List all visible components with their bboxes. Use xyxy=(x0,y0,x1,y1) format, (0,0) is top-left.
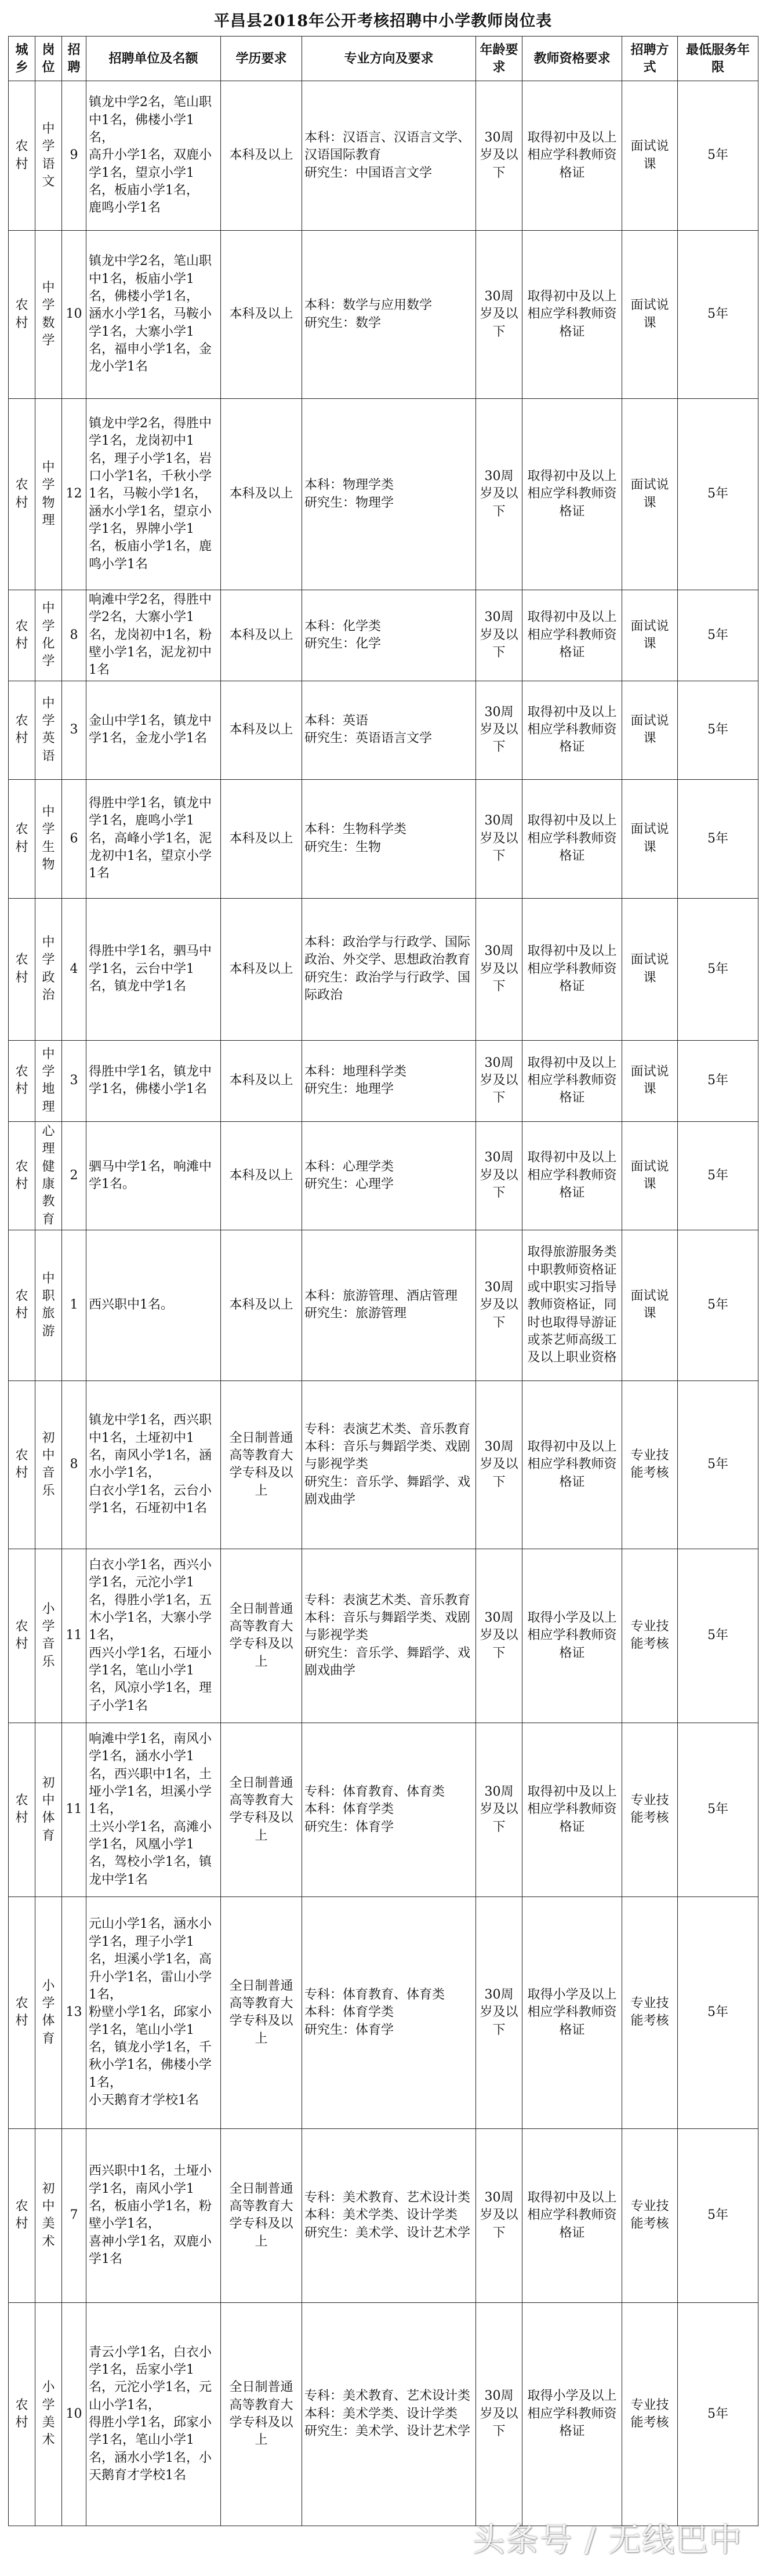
row-age: 30周岁及以下 xyxy=(476,2302,522,2526)
row-education: 本科及以上 xyxy=(221,81,302,231)
row-age: 30周岁及以下 xyxy=(476,590,522,681)
row-service-years: 5年 xyxy=(678,81,758,231)
row-education: 本科及以上 xyxy=(221,1230,302,1380)
header-post: 岗位 xyxy=(35,37,62,81)
row-area: 农村 xyxy=(9,231,35,399)
header-area: 城乡 xyxy=(9,37,35,81)
row-method: 专业技能考核 xyxy=(622,1380,678,1549)
row-units: 青云小学1名，白衣小学1名，岳家小学1名，元沱小学1名，元山小学1名， 得胜小学1名，邱家小学1名，笔山小学1名，涵水小学1名，小天鹅育才学校1名 xyxy=(86,2302,221,2526)
row-education: 本科及以上 xyxy=(221,779,302,898)
row-units: 元山小学1名，涵水小学1名，理子小学1名，坦溪小学1名，高升小学1名，雷山小学1名， 粉壁小学1名，邱家小学1名，笔山小学1名，镇龙小学1名，千秋小学1名，佛楼小学1名， 小天鹅育才学校1名 xyxy=(86,1896,221,2128)
row-certificate: 取得旅游服务类中职教师资格证或中职实习指导教师资格证，同时也取得导游证或茶艺师高级工及以上职业资格 xyxy=(522,1230,622,1380)
row-area: 农村 xyxy=(9,1549,35,1723)
row-count: 4 xyxy=(62,898,86,1040)
row-method: 专业技能考核 xyxy=(622,2302,678,2526)
row-method: 面试说课 xyxy=(622,1230,678,1380)
row-education: 本科及以上 xyxy=(221,681,302,779)
header-age: 年龄要求 xyxy=(476,37,522,81)
row-service-years: 5年 xyxy=(678,1040,758,1121)
row-area: 农村 xyxy=(9,1121,35,1230)
row-certificate: 取得初中及以上相应学科教师资格证 xyxy=(522,1121,622,1230)
header-method: 招聘方式 xyxy=(622,37,678,81)
row-units: 镇龙中学1名，西兴职中1名，土垭初中1名，南风小学1名，涵水小学1名， 白衣小学1名，云台小学1名，石垭初中1名 xyxy=(86,1380,221,1549)
row-major: 专科：表演艺术类、音乐教育 本科：音乐与舞蹈学类、戏剧与影视学类 研究生：音乐学、舞蹈学、戏剧戏曲学 xyxy=(302,1380,476,1549)
row-count: 11 xyxy=(62,1549,86,1723)
row-count: 3 xyxy=(62,1040,86,1121)
row-units: 白衣小学1名，西兴小学1名，元沱小学1名，得胜小学1名，五木小学1名，大寨小学1名， 西兴小学1名，石垭小学1名，笔山小学1名，风凉小学1名，理子小学1名 xyxy=(86,1549,221,1723)
row-age: 30周岁及以下 xyxy=(476,81,522,231)
watermark-text: 头条号 / 无线巴中 xyxy=(472,2521,743,2559)
row-area: 农村 xyxy=(9,1040,35,1121)
row-major: 专科：表演艺术类、音乐教育 本科：音乐与舞蹈学类、戏剧与影视学类 研究生：音乐学、舞蹈学、戏剧戏曲学 xyxy=(302,1549,476,1723)
row-post: 中学生物 xyxy=(35,779,62,898)
row-method: 专业技能考核 xyxy=(622,1549,678,1723)
row-post: 中学地理 xyxy=(35,1040,62,1121)
row-post: 心理健康教育 xyxy=(35,1121,62,1230)
row-service-years: 5年 xyxy=(678,1230,758,1380)
recruitment-table xyxy=(8,36,758,2526)
row-method: 面试说课 xyxy=(622,81,678,231)
row-certificate: 取得初中及以上相应学科教师资格证 xyxy=(522,1040,622,1121)
row-units: 西兴职中1名。 xyxy=(86,1230,221,1380)
row-count: 11 xyxy=(62,1723,86,1896)
row-education: 全日制普通高等教育大学专科及以上 xyxy=(221,1896,302,2128)
row-major: 本科：旅游管理、酒店管理 研究生：旅游管理 xyxy=(302,1230,476,1380)
row-certificate: 取得初中及以上相应学科教师资格证 xyxy=(522,590,622,681)
row-method: 面试说课 xyxy=(622,1121,678,1230)
row-post: 中学英语 xyxy=(35,681,62,779)
row-units: 得胜中学1名，镇龙中学1名，鹿鸣小学1名，高峰小学1名，泥龙初中1名，望京小学1名 xyxy=(86,779,221,898)
row-count: 8 xyxy=(62,590,86,681)
row-count: 7 xyxy=(62,2128,86,2302)
row-major: 本科：英语 研究生：英语语言文学 xyxy=(302,681,476,779)
row-service-years: 5年 xyxy=(678,681,758,779)
row-age: 30周岁及以下 xyxy=(476,399,522,590)
row-post: 中学物理 xyxy=(35,399,62,590)
row-area: 农村 xyxy=(9,81,35,231)
row-major: 本科：政治学与行政学、国际政治、外交学、思想政治教育 研究生：政治学与行政学、国际政治 xyxy=(302,898,476,1040)
row-count: 9 xyxy=(62,81,86,231)
row-service-years: 5年 xyxy=(678,1723,758,1896)
table-row xyxy=(9,2302,758,2526)
row-certificate: 取得初中及以上相应学科教师资格证 xyxy=(522,2128,622,2302)
row-major: 本科：化学类 研究生：化学 xyxy=(302,590,476,681)
row-major: 专科：美术教育、艺术设计类 本科：美术学类、设计学类 研究生：美术学、设计艺术学 xyxy=(302,2302,476,2526)
row-education: 全日制普通高等教育大学专科及以上 xyxy=(221,2128,302,2302)
row-education: 本科及以上 xyxy=(221,590,302,681)
row-area: 农村 xyxy=(9,590,35,681)
row-service-years: 5年 xyxy=(678,231,758,399)
header-certificate: 教师资格要求 xyxy=(522,37,622,81)
table-row xyxy=(9,1549,758,1723)
row-major: 本科：心理学类 研究生：心理学 xyxy=(302,1121,476,1230)
row-service-years: 5年 xyxy=(678,2128,758,2302)
header-service-years: 最低服务年限 xyxy=(678,37,758,81)
row-units: 得胜中学1名，镇龙中学1名，佛楼小学1名 xyxy=(86,1040,221,1121)
row-method: 面试说课 xyxy=(622,231,678,399)
row-certificate: 取得小学及以上相应学科教师资格证 xyxy=(522,1896,622,2128)
row-post: 中学语文 xyxy=(35,81,62,231)
row-service-years: 5年 xyxy=(678,898,758,1040)
row-major: 专科：体育教育、体育类 本科：体育学类 研究生：体育学 xyxy=(302,1723,476,1896)
row-certificate: 取得小学及以上相应学科教师资格证 xyxy=(522,2302,622,2526)
row-method: 面试说课 xyxy=(622,779,678,898)
row-units: 镇龙中学2名，笔山职中1名，板庙小学1名，佛楼小学1名， 涵水小学1名，马鞍小学1名，大寨小学1名，福申小学1名，金龙小学1名 xyxy=(86,231,221,399)
row-method: 面试说课 xyxy=(622,399,678,590)
row-count: 2 xyxy=(62,1121,86,1230)
table-row xyxy=(9,681,758,779)
row-post: 中学化学 xyxy=(35,590,62,681)
table-row xyxy=(9,779,758,898)
row-post: 初中音乐 xyxy=(35,1380,62,1549)
row-units: 镇龙中学2名，得胜中学1名，龙岗初中1名，理子小学1名，岩口小学1名，千秋小学1名，马鞍小学1名， 涵水小学1名，望京小学1名，界牌小学1名，板庙小学1名，鹿鸣小学1名 xyxy=(86,399,221,590)
header-major: 专业方向及要求 xyxy=(302,37,476,81)
row-age: 30周岁及以下 xyxy=(476,779,522,898)
row-post: 中职旅游 xyxy=(35,1230,62,1380)
row-education: 本科及以上 xyxy=(221,898,302,1040)
row-major: 专科：美术教育、艺术设计类 本科：美术学类、设计学类 研究生：美术学、设计艺术学 xyxy=(302,2128,476,2302)
row-service-years: 5年 xyxy=(678,779,758,898)
row-units: 镇龙中学2名，笔山职中1名，佛楼小学1名， 高升小学1名，双鹿小学1名，望京小学1名，板庙小学1名， 鹿鸣小学1名 xyxy=(86,81,221,231)
row-units: 驷马中学1名，响滩中学1名。 xyxy=(86,1121,221,1230)
row-certificate: 取得初中及以上相应学科教师资格证 xyxy=(522,399,622,590)
header-count: 招聘 xyxy=(62,37,86,81)
table-row xyxy=(9,2128,758,2302)
row-education: 本科及以上 xyxy=(221,231,302,399)
row-units: 响滩中学2名，得胜中学2名，大寨小学1名，龙岗初中1名，粉壁小学1名，泥龙初中1名 xyxy=(86,590,221,681)
row-post: 小学美术 xyxy=(35,2302,62,2526)
row-service-years: 5年 xyxy=(678,1896,758,2128)
table-row xyxy=(9,231,758,399)
table-row xyxy=(9,1723,758,1896)
row-certificate: 取得初中及以上相应学科教师资格证 xyxy=(522,1380,622,1549)
row-certificate: 取得小学及以上相应学科教师资格证 xyxy=(522,1549,622,1723)
row-method: 面试说课 xyxy=(622,681,678,779)
row-education: 本科及以上 xyxy=(221,1121,302,1230)
row-method: 面试说课 xyxy=(622,590,678,681)
row-education: 全日制普通高等教育大学专科及以上 xyxy=(221,1549,302,1723)
row-age: 30周岁及以下 xyxy=(476,2128,522,2302)
row-post: 初中体育 xyxy=(35,1723,62,1896)
row-age: 30周岁及以下 xyxy=(476,1896,522,2128)
row-method: 专业技能考核 xyxy=(622,1723,678,1896)
row-service-years: 5年 xyxy=(678,2302,758,2526)
row-count: 13 xyxy=(62,1896,86,2128)
row-education: 全日制普通高等教育大学专科及以上 xyxy=(221,1723,302,1896)
row-post: 小学音乐 xyxy=(35,1549,62,1723)
header-education: 学历要求 xyxy=(221,37,302,81)
row-age: 30周岁及以下 xyxy=(476,898,522,1040)
table-row xyxy=(9,1896,758,2128)
row-certificate: 取得初中及以上相应学科教师资格证 xyxy=(522,231,622,399)
row-age: 30周岁及以下 xyxy=(476,681,522,779)
row-age: 30周岁及以下 xyxy=(476,1121,522,1230)
row-major: 本科：地理科学类 研究生：地理学 xyxy=(302,1040,476,1121)
row-area: 农村 xyxy=(9,1230,35,1380)
row-area: 农村 xyxy=(9,2302,35,2526)
row-service-years: 5年 xyxy=(678,1549,758,1723)
row-units: 西兴职中1名，土垭小学1名，南风小学1名，板庙小学1名，粉壁小学1名， 喜神小学1名，双鹿小学1名 xyxy=(86,2128,221,2302)
row-post: 初中美术 xyxy=(35,2128,62,2302)
row-method: 专业技能考核 xyxy=(622,1896,678,2128)
row-post: 小学体育 xyxy=(35,1896,62,2128)
row-area: 农村 xyxy=(9,1896,35,2128)
row-post: 中学数学 xyxy=(35,231,62,399)
row-certificate: 取得初中及以上相应学科教师资格证 xyxy=(522,779,622,898)
row-count: 1 xyxy=(62,1230,86,1380)
row-service-years: 5年 xyxy=(678,399,758,590)
row-area: 农村 xyxy=(9,1723,35,1896)
row-age: 30周岁及以下 xyxy=(476,1040,522,1121)
row-area: 农村 xyxy=(9,1380,35,1549)
row-count: 3 xyxy=(62,681,86,779)
row-method: 面试说课 xyxy=(622,1040,678,1121)
row-service-years: 5年 xyxy=(678,590,758,681)
row-certificate: 取得初中及以上相应学科教师资格证 xyxy=(522,1723,622,1896)
table-row xyxy=(9,1230,758,1380)
row-certificate: 取得初中及以上相应学科教师资格证 xyxy=(522,81,622,231)
row-count: 6 xyxy=(62,779,86,898)
row-major: 本科：汉语言、汉语言文学、汉语国际教育 研究生：中国语言文学 xyxy=(302,81,476,231)
row-units: 得胜中学1名，驷马中学1名，云台中学1名，镇龙中学1名 xyxy=(86,898,221,1040)
table-row xyxy=(9,898,758,1040)
row-count: 12 xyxy=(62,399,86,590)
row-service-years: 5年 xyxy=(678,1380,758,1549)
row-units: 金山中学1名，镇龙中学1名，金龙小学1名 xyxy=(86,681,221,779)
row-age: 30周岁及以下 xyxy=(476,1549,522,1723)
header-units: 招聘单位及名额 xyxy=(86,37,221,81)
row-method: 专业技能考核 xyxy=(622,2128,678,2302)
row-major: 本科：生物科学类 研究生：生物 xyxy=(302,779,476,898)
table-row xyxy=(9,81,758,231)
row-age: 30周岁及以下 xyxy=(476,1723,522,1896)
row-major: 本科：物理学类 研究生：物理学 xyxy=(302,399,476,590)
table-title: 平昌县2018年公开考核招聘中小学教师岗位表 xyxy=(213,12,553,30)
row-count: 8 xyxy=(62,1380,86,1549)
row-education: 本科及以上 xyxy=(221,399,302,590)
row-major: 专科：体育教育、体育类 本科：体育学类 研究生：体育学 xyxy=(302,1896,476,2128)
row-education: 全日制普通高等教育大学专科及以上 xyxy=(221,1380,302,1549)
row-age: 30周岁及以下 xyxy=(476,231,522,399)
row-post: 中学政治 xyxy=(35,898,62,1040)
header-row xyxy=(9,37,758,81)
row-method: 面试说课 xyxy=(622,898,678,1040)
table-body xyxy=(9,81,758,2526)
row-count: 10 xyxy=(62,231,86,399)
row-units: 响滩中学1名，南风小学1名，涵水小学1名，西兴职中1名，土垭小学1名，坦溪小学1名， 土兴小学1名，高滩小学1名，风凰小学1名，驾校小学1名，镇龙中学1名 xyxy=(86,1723,221,1896)
table-row xyxy=(9,1121,758,1230)
row-major: 本科：数学与应用数学 研究生：数学 xyxy=(302,231,476,399)
row-area: 农村 xyxy=(9,399,35,590)
table-row xyxy=(9,1380,758,1549)
row-age: 30周岁及以下 xyxy=(476,1380,522,1549)
row-area: 农村 xyxy=(9,2128,35,2302)
row-area: 农村 xyxy=(9,898,35,1040)
table-row xyxy=(9,1040,758,1121)
row-age: 30周岁及以下 xyxy=(476,1230,522,1380)
row-certificate: 取得初中及以上相应学科教师资格证 xyxy=(522,898,622,1040)
table-row xyxy=(9,590,758,681)
row-education: 全日制普通高等教育大学专科及以上 xyxy=(221,2302,302,2526)
row-service-years: 5年 xyxy=(678,1121,758,1230)
row-count: 10 xyxy=(62,2302,86,2526)
table-row xyxy=(9,399,758,590)
row-area: 农村 xyxy=(9,779,35,898)
row-area: 农村 xyxy=(9,681,35,779)
row-certificate: 取得初中及以上相应学科教师资格证 xyxy=(522,681,622,779)
row-education: 本科及以上 xyxy=(221,1040,302,1121)
